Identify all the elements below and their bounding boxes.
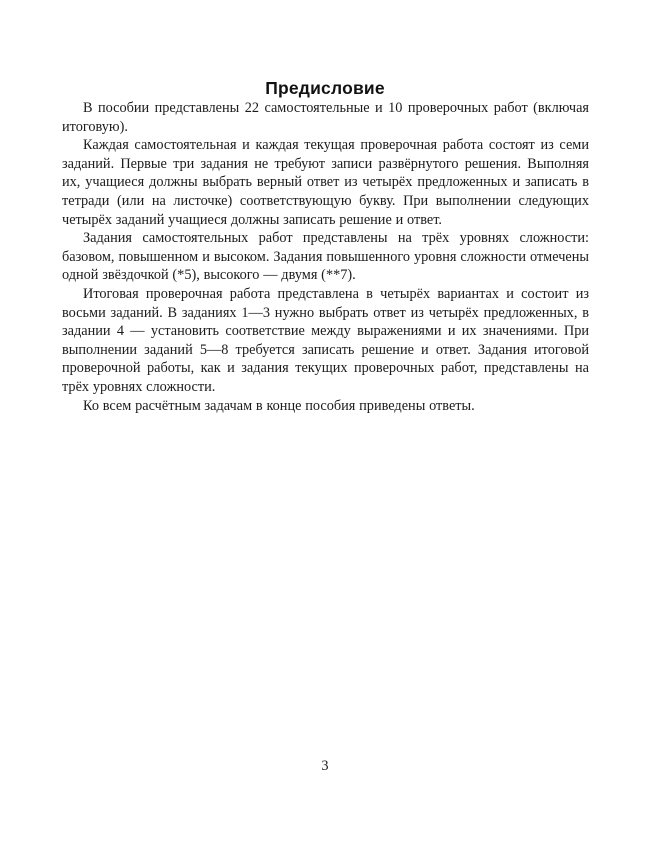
paragraph: Итоговая проверочная работа представлена в четырёх вариантах и состоит из восьми заданий. В заданиях 1—3 нужно выбрать ответ из четырёх предложенных, в задании 4 — установить соответствие между выражениями и их значениями. При выполнении заданий 5—8 требуется записать решение и ответ. Задания итоговой проверочной работы, как и задания текущих проверочных работ, представлены на трёх уровнях сложности. [62,285,589,395]
paragraph: Задания самостоятельных работ представлены на трёх уровнях сложности: базовом, повышенном и высоком. Задания повышенного уровня сложности отмечены одной звёздочкой (*5), высокого — двумя (**7). [62,230,589,284]
page-title: Предисловие [265,77,385,98]
body-text-block [62,99,589,415]
paragraph: Каждая самостоятельная и каждая текущая проверочная работа состоят из семи заданий. Первые три задания не требуют записи развёрнутого решения. Выполняя их, учащиеся должны выбрать верный ответ из четырёх предложенных и записать в тетради (или на листочке) соответствующую букву. При выполнении следующих четырёх заданий учащиеся должны записать решение и ответ. [62,137,589,228]
page-number: 3 [321,758,329,774]
paragraph: В пособии представлены 22 самостоятельные и 10 проверочных работ (включая итоговую). [62,100,589,135]
paragraph: Ко всем расчётным задачам в конце пособия приведены ответы. [83,397,475,414]
